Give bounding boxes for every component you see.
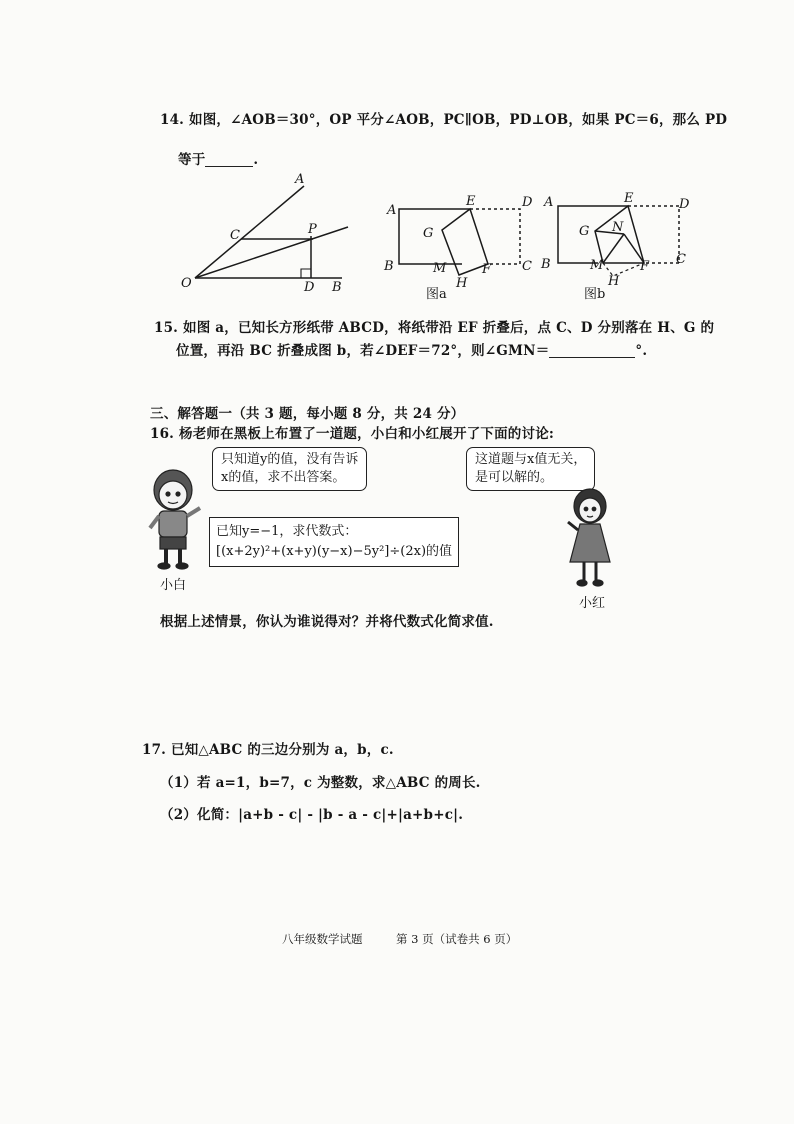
q15-line2: 位置，再沿 BC 折叠成图 b，若∠DEF＝72°，则∠GMN＝ °. <box>176 343 648 359</box>
svg-text:M: M <box>433 261 447 276</box>
svg-text:图b: 图b <box>584 287 606 302</box>
svg-text:C: C <box>522 259 532 274</box>
section-3-title: 三、解答题一（共 3 题，每小题 8 分，共 24 分） <box>150 406 465 422</box>
footer-page: 第 3 页（试卷共 6 页） <box>396 932 518 946</box>
svg-text:H: H <box>456 276 468 291</box>
label-xiaohong: 小红 <box>579 596 606 611</box>
rect-dashed <box>470 209 520 264</box>
svg-text:E: E <box>624 191 634 206</box>
svg-text:F: F <box>482 262 492 277</box>
q17-text: 17. 已知△ABC 的三边分别为 a，b，c. <box>142 742 394 758</box>
boy-shirt <box>159 511 187 537</box>
svg-text:B: B <box>541 257 551 272</box>
girl-illustration <box>560 486 624 592</box>
q17-part2: （2）化简：|a+b - c| - |b - a - c|+|a+b+c|. <box>160 807 464 823</box>
formula-board: 已知y=−1，求代数式： [(x+2y)²+(x+y)(y−x)−5y²]÷(2x)的值 <box>209 517 459 567</box>
ray-OA <box>195 186 304 278</box>
label-xiaobai: 小白 <box>160 578 187 593</box>
q16-question: 根据上述情景，你认为谁说得对？并将代数式化简求值. <box>160 614 494 630</box>
figure-b <box>538 188 698 303</box>
svg-text:G: G <box>423 226 434 241</box>
speech-bubble-xiaohong: 这道题与x值无关， 是可以解的。 <box>466 447 595 491</box>
svg-text:H: H <box>608 274 620 289</box>
q15-line1: 15. 如图 a，已知长方形纸带 ABCD，将纸带沿 EF 折叠后，点 C、D 分别落在 H、G 的 <box>154 320 715 336</box>
svg-text:D: D <box>304 280 315 295</box>
figure-a <box>382 188 542 303</box>
segment-MN <box>603 234 624 263</box>
figure-q14 <box>180 170 355 295</box>
svg-text:O: O <box>181 276 192 291</box>
speech-bubble-xiaobai: 只知道y的值，没有告诉 x的值，求不出答案。 <box>212 447 367 491</box>
svg-text:F: F <box>640 259 650 274</box>
svg-text:A: A <box>387 203 397 218</box>
ray-OP <box>195 227 348 278</box>
q17-part1: （1）若 a=1，b=7，c 为整数，求△ABC 的周长. <box>160 775 481 791</box>
answer-blank-15 <box>549 343 635 358</box>
svg-text:B: B <box>384 259 394 274</box>
svg-text:D: D <box>522 195 533 210</box>
svg-text:C: C <box>230 228 240 243</box>
q14-text: 14. 如图，∠AOB＝30°，OP 平分∠AOB，PC∥OB，PD⊥OB，如果 PC＝6，那么 PD <box>160 112 728 128</box>
svg-text:G: G <box>579 224 590 239</box>
svg-text:P: P <box>308 222 317 237</box>
svg-text:A: A <box>544 195 554 210</box>
svg-text:M: M <box>590 258 604 273</box>
boy-illustration <box>142 464 204 574</box>
svg-text:C: C <box>676 252 686 267</box>
q16-text: 16. 杨老师在黑板上布置了一道题，小白和小红展开了下面的讨论: <box>150 426 555 442</box>
q14-line2: 等于 . <box>178 152 259 168</box>
answer-blank-14 <box>205 152 253 167</box>
right-angle-mark <box>301 269 311 278</box>
svg-text:E: E <box>466 194 476 209</box>
svg-text:B: B <box>332 280 342 295</box>
footer-title: 八年级数学试题 <box>282 932 363 946</box>
svg-text:A: A <box>295 172 305 187</box>
svg-text:D: D <box>679 197 690 212</box>
svg-text:图a: 图a <box>426 287 447 302</box>
svg-text:N: N <box>612 220 624 235</box>
